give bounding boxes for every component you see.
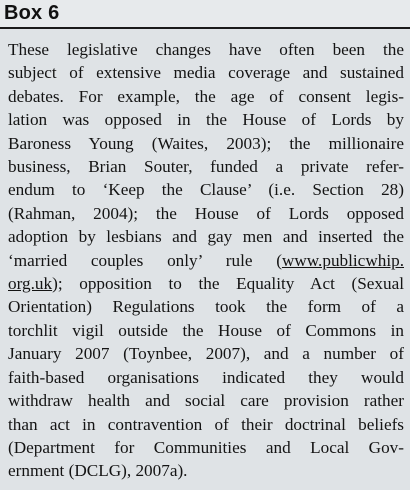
publicwhip-link[interactable]: www.publicwhip.	[281, 250, 404, 270]
paragraph-line: debates. For example, the age of consent legis-	[8, 86, 404, 106]
paragraph-line: Orientation) Regulations took the form of a	[8, 297, 404, 317]
paragraph-line: than act in contravention of their doctrinal beliefs	[8, 414, 404, 434]
paragraph-line: business, Brian Souter, funded a private refer-	[8, 157, 404, 177]
paragraph-line-with-link	[8, 249, 404, 272]
box-header	[0, 0, 410, 28]
box-body	[0, 29, 410, 490]
paragraph-line: These legislative changes have often been the	[8, 40, 404, 59]
paragraph-line-with-link	[8, 272, 404, 295]
paragraph-line: withdraw health and social care provision rather	[8, 391, 404, 411]
paragraph-line: subject of extensive media coverage and sustained	[8, 63, 404, 83]
line-text: ); opposition to the Equality Act (Sexual	[52, 274, 404, 294]
paragraph-line: endum to ‘Keep the Clause’ (i.e. Section 28)	[8, 180, 404, 200]
paragraph-line: (Rahman, 2004); the House of Lords opposed	[8, 203, 404, 223]
paragraph-line: Baroness Young (Waites, 2003); the millionaire	[8, 133, 404, 153]
paragraph-line: ernment (DCLG), 2007a).	[8, 461, 188, 481]
paragraph-line: January 2007 (Toynbee, 2007), and a number of	[8, 344, 404, 364]
line-text: ‘married couples only’ rule (	[8, 250, 282, 270]
paragraph-line: adoption by lesbians and gay men and inserted the	[8, 227, 404, 247]
box-title: Box 6	[4, 2, 60, 24]
paragraph-line: torchlit vigil outside the House of Commons in	[8, 320, 404, 340]
paragraph-line: faith-based organisations indicated they would	[8, 367, 404, 387]
box-paragraph	[8, 38, 404, 483]
publicwhip-link-continued[interactable]: org.uk	[8, 274, 53, 294]
paragraph-line: (Department for Communities and Local Gov-	[8, 437, 404, 457]
paragraph-line: lation was opposed in the House of Lords by	[8, 110, 404, 130]
